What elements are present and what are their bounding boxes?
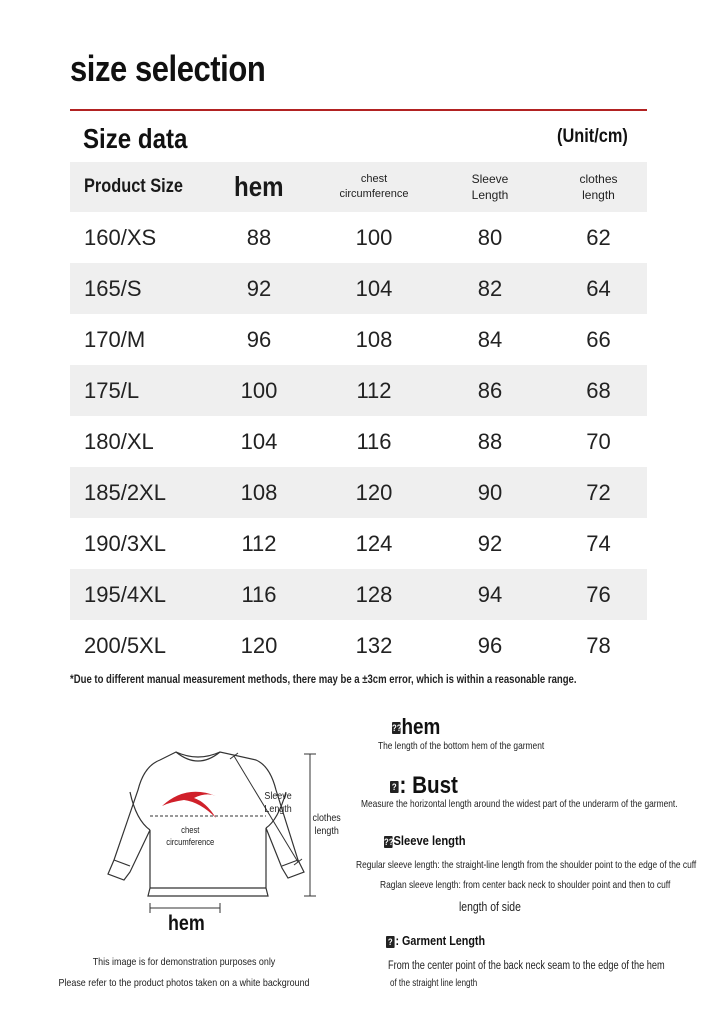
size-cell: 165/S xyxy=(84,275,142,301)
table-row xyxy=(70,314,647,365)
measurement-cell: 74 xyxy=(586,530,611,556)
size-cell: 185/2XL xyxy=(84,479,166,505)
measurement-cell: 88 xyxy=(477,428,503,454)
measurement-cell: 64 xyxy=(586,275,611,301)
measurement-cell: 68 xyxy=(586,377,611,403)
size-cell: 190/3XL xyxy=(84,530,166,556)
size-cell: 170/M xyxy=(84,326,146,352)
measurement-cell: 92 xyxy=(246,275,272,301)
brand-logo-icon xyxy=(162,792,216,818)
demo-caption-line1: This image is for demonstration purposes only xyxy=(92,956,276,968)
column-header-line: circumference xyxy=(339,188,409,200)
column-header-sleeve-length xyxy=(430,162,550,212)
size-cell: 180/XL xyxy=(84,428,154,454)
bust-definition-text: Measure the horizontal length around the widest part of the underarm of the garment. xyxy=(361,798,678,810)
column-header-line: Sleeve xyxy=(471,172,509,186)
measurement-cell: 112 xyxy=(356,377,392,403)
sleeve-definition-line2: Raglan sleeve length: from center back neck to shoulder point and then to cuff xyxy=(380,879,671,891)
title-divider xyxy=(70,109,647,111)
column-header-line: Length xyxy=(471,188,509,202)
measurement-cell: 96 xyxy=(246,326,272,352)
garment-definition-heading xyxy=(386,934,485,948)
bust-definition-heading xyxy=(390,772,458,800)
sleeve-badge-icon: ?? xyxy=(384,836,394,847)
chest-label-line: circumference xyxy=(166,837,215,847)
hem-badge-icon: ?? xyxy=(392,723,402,734)
chest-label-line: chest xyxy=(181,825,200,835)
measurement-cell: 84 xyxy=(477,326,503,352)
measurement-cell: 116 xyxy=(241,581,277,607)
sleeve-label-line: Length xyxy=(264,803,292,815)
sleeve-length-label xyxy=(264,790,291,816)
garment-definition-title: : Garment Length xyxy=(395,934,486,948)
page-title: size selection xyxy=(70,48,266,89)
table-row xyxy=(70,263,647,314)
table-row xyxy=(70,518,647,569)
measurement-cell: 124 xyxy=(355,530,393,556)
column-header-line: length xyxy=(582,188,615,202)
table-header-row xyxy=(70,162,647,212)
garment-definition-line2: of the straight line length xyxy=(390,978,478,989)
measurement-cell: 112 xyxy=(241,530,277,556)
table-row xyxy=(70,212,647,263)
sleeve-definition-heading xyxy=(384,833,466,848)
measurement-cell: 70 xyxy=(586,428,611,454)
hem-diagram-label: hem xyxy=(168,912,205,935)
measurement-cell: 72 xyxy=(586,479,611,505)
bust-definition-title: : Bust xyxy=(399,772,458,799)
measurement-cell: 94 xyxy=(477,581,503,607)
measurement-cell: 100 xyxy=(240,377,278,403)
measurement-note: *Due to different manual measurement methods, there may be a ±3cm error, which is within a reasonable range. xyxy=(70,674,577,686)
size-table xyxy=(70,162,647,671)
clothes-label-line: clothes xyxy=(312,812,341,824)
measurement-cell: 132 xyxy=(355,632,393,658)
measurement-cell: 76 xyxy=(586,581,611,607)
measurement-cell: 66 xyxy=(586,326,611,352)
column-header-line: clothes xyxy=(579,172,618,186)
measurement-cell: 128 xyxy=(355,581,393,607)
hem-definition-text: The length of the bottom hem of the garment xyxy=(378,740,545,752)
clothes-length-label xyxy=(312,812,340,838)
measurement-cell: 90 xyxy=(477,479,503,505)
measurement-cell: 116 xyxy=(356,428,392,454)
measurement-cell: 88 xyxy=(246,224,272,250)
table-row xyxy=(70,467,647,518)
table-row xyxy=(70,620,647,671)
column-header-product-size: Product Size xyxy=(84,176,183,197)
hem-definition-heading xyxy=(392,714,440,740)
measurement-cell: 80 xyxy=(477,224,503,250)
measurement-cell: 82 xyxy=(477,275,503,301)
bust-badge-icon: ? xyxy=(391,781,397,792)
sleeve-definition-line3: length of side xyxy=(459,899,521,914)
measurement-cell: 100 xyxy=(355,224,393,250)
size-cell: 160/XS xyxy=(84,224,157,250)
size-cell: 175/L xyxy=(84,377,140,403)
measurement-cell: 86 xyxy=(477,377,503,403)
sleeve-definition-title: Sleeve length xyxy=(393,833,466,848)
sleeve-label-line: Sleeve xyxy=(264,790,292,802)
measurement-cell: 120 xyxy=(355,479,393,505)
column-header-chest xyxy=(318,162,430,212)
measurement-cell: 104 xyxy=(240,428,278,454)
size-data-heading: Size data xyxy=(83,123,188,154)
measurement-cell: 108 xyxy=(240,479,278,505)
measurement-cell: 120 xyxy=(240,632,278,658)
garment-badge-icon: ? xyxy=(387,936,393,947)
hem-definition-title: hem xyxy=(401,714,441,739)
chest-circumference-label xyxy=(166,824,214,848)
table-row xyxy=(70,365,647,416)
measurement-cell: 108 xyxy=(355,326,393,352)
measurement-cell: 96 xyxy=(477,632,503,658)
garment-diagram xyxy=(58,740,356,1000)
sleeve-definition-line1: Regular sleeve length: the straight-line length from the shoulder point to the edge of the cuff xyxy=(356,859,697,871)
unit-label: (Unit/cm) xyxy=(557,126,628,147)
table-row xyxy=(70,416,647,467)
measurement-cell: 78 xyxy=(586,632,611,658)
column-header-line: chest xyxy=(360,173,388,185)
clothes-label-line: length xyxy=(314,825,339,837)
demo-caption-line2: Please refer to the product photos taken on a white background xyxy=(58,977,310,989)
column-header-hem: hem xyxy=(234,171,284,202)
table-row xyxy=(70,569,647,620)
measurement-cell: 92 xyxy=(477,530,503,556)
measurement-cell: 62 xyxy=(586,224,611,250)
column-header-clothes-length xyxy=(550,162,647,212)
size-cell: 200/5XL xyxy=(84,632,166,658)
garment-definition-line1: From the center point of the back neck seam to the edge of the hem xyxy=(388,960,665,972)
size-cell: 195/4XL xyxy=(84,581,166,607)
measurement-cell: 104 xyxy=(355,275,393,301)
